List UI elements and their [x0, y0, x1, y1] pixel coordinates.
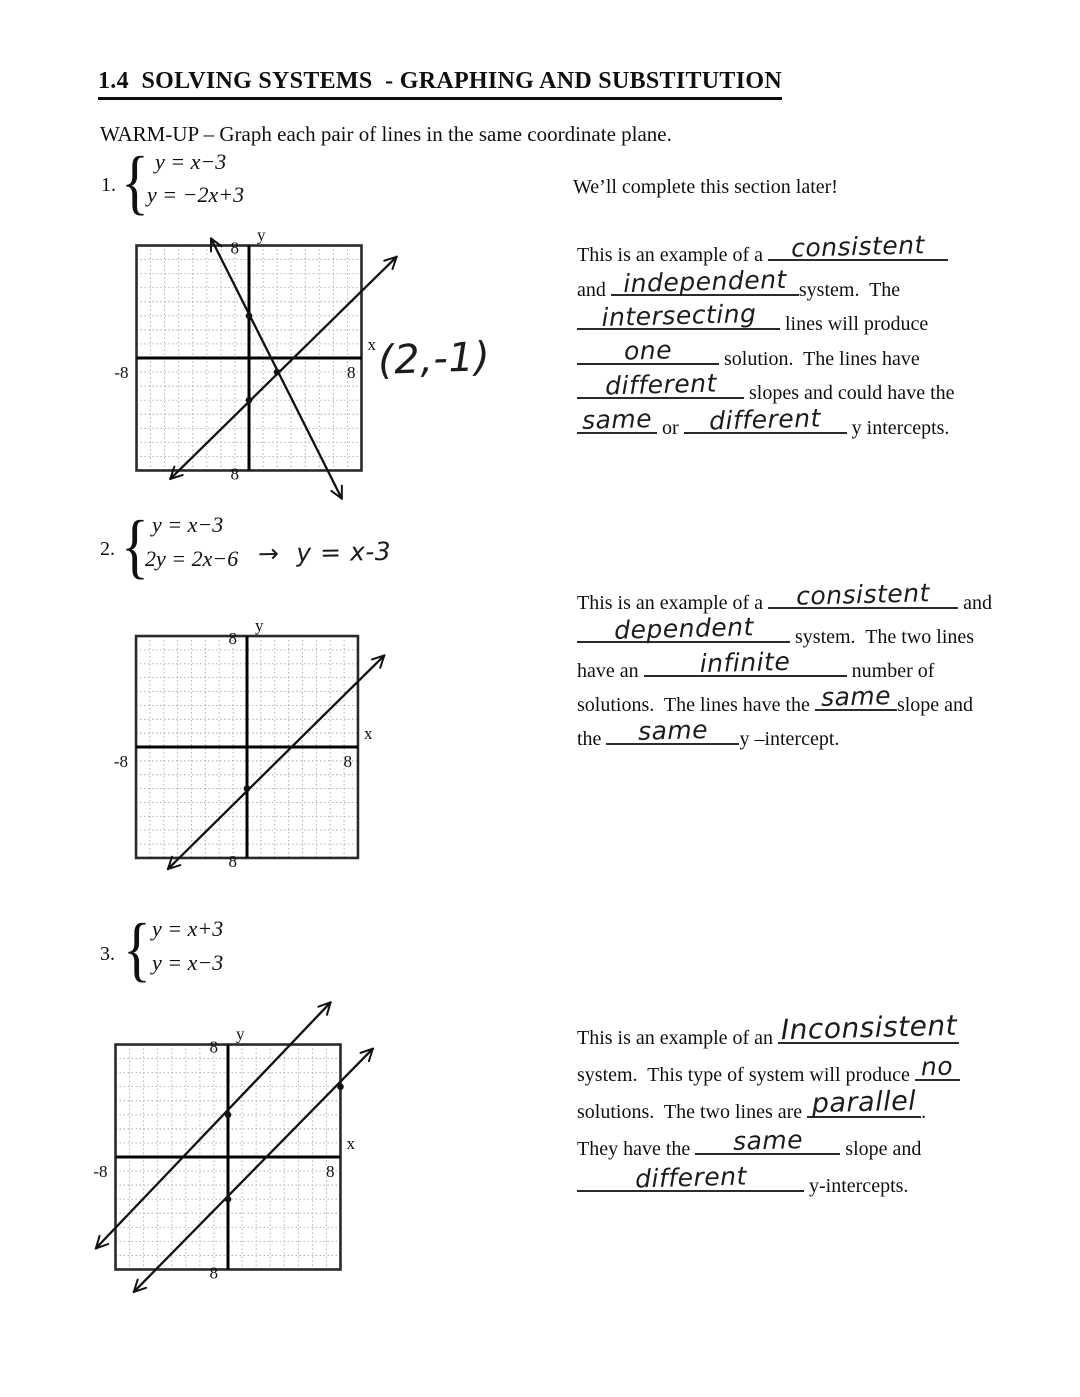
handwritten-answer: no — [920, 1051, 954, 1082]
point-dot — [225, 1196, 232, 1203]
fill-in-line — [577, 403, 1057, 446]
handwritten-answer: different — [709, 403, 822, 435]
problem-3-number: 3. — [100, 943, 115, 965]
printed-text: or — [657, 416, 684, 439]
printed-text: solutions. The lines have the — [577, 694, 815, 716]
axis-label: 8 — [228, 629, 237, 649]
axis-label: x — [346, 1134, 355, 1153]
answer-blank — [577, 612, 790, 645]
fill-in-line — [577, 1161, 1072, 1205]
answer-blank — [644, 646, 847, 679]
printed-text: and — [958, 592, 992, 614]
answer-blank — [915, 1051, 960, 1082]
point-dot — [246, 313, 253, 320]
printed-text: have an — [577, 660, 644, 682]
axis-label: y — [255, 616, 264, 636]
axis-label: x — [367, 335, 376, 354]
graph-line — [211, 238, 342, 498]
answer-blank — [768, 230, 948, 263]
answer-blank — [807, 1085, 921, 1120]
handwritten-answer: same — [732, 1125, 804, 1156]
axis-label: 8 — [228, 851, 237, 871]
system-brace-3: { — [123, 908, 151, 990]
graph-2 — [85, 615, 465, 887]
axis-label: x — [363, 724, 373, 743]
answer-blank — [684, 403, 847, 435]
axis-label: 8 — [325, 1162, 335, 1181]
fill-in-line — [577, 1125, 1072, 1168]
handwritten-answer: one — [623, 334, 673, 366]
answer-blank — [577, 334, 719, 366]
answer-blank — [577, 298, 780, 333]
printed-text: lines will produce — [780, 313, 929, 335]
handwritten-answer: consistent — [795, 578, 931, 611]
fill-in-paragraph-3 — [577, 1008, 1072, 1205]
handwritten-answer: infinite — [699, 646, 791, 679]
answer-blank — [606, 715, 739, 746]
problem-1-equation-2: y = −2x+3 — [147, 182, 245, 207]
printed-text: This is an example of a — [577, 592, 769, 614]
printed-text: slope and — [840, 1138, 922, 1160]
axis-label: 8 — [346, 363, 356, 382]
system-brace-1: { — [121, 141, 149, 223]
fill-in-line — [577, 1008, 1072, 1057]
problem-2-equation-1: y = x−3 — [152, 512, 224, 537]
answer-blank — [577, 368, 744, 401]
handwritten-answer: same — [637, 715, 709, 746]
printed-text: number of — [846, 660, 935, 682]
handwritten-answer: dependent — [613, 612, 754, 645]
graph-3 — [65, 985, 465, 1315]
answer-blank — [577, 1161, 804, 1194]
point-dot — [246, 397, 253, 404]
fill-in-line — [577, 612, 1067, 654]
answer-blank — [611, 264, 799, 298]
problem-3-equation-2: y = x−3 — [152, 950, 224, 975]
printed-text: slopes and could have the — [744, 382, 955, 404]
handwritten-answer: same — [820, 681, 892, 712]
point-dot — [225, 1112, 232, 1119]
fill-in-paragraph-2 — [577, 578, 1067, 756]
answer-blank — [577, 403, 657, 435]
axis-label: 8 — [209, 1037, 218, 1057]
printed-text: They have the — [577, 1138, 696, 1160]
printed-text: and — [577, 278, 611, 301]
fill-in-line — [577, 715, 1067, 756]
handwritten-answer: same — [581, 403, 653, 435]
problem-3-equation-1: y = x+3 — [152, 916, 224, 941]
handwritten-answer: independent — [622, 264, 788, 298]
page-title: 1.4 SOLVING SYSTEMS - GRAPHING AND SUBSTITUTION — [98, 68, 782, 100]
problem-2-annotation-handwritten: → y = x-3 — [257, 536, 392, 569]
handwritten-answer: intersecting — [600, 298, 757, 333]
printed-text: solutions. The two lines are — [577, 1101, 808, 1123]
system-brace-2: { — [121, 505, 149, 587]
printed-text: y intercepts. — [846, 416, 950, 439]
handwritten-answer: different — [604, 368, 717, 401]
fill-in-paragraph-1 — [577, 230, 1057, 445]
axis-label: y — [257, 225, 266, 245]
printed-text: This is an example of an — [577, 1027, 779, 1049]
note-text: We’ll complete this section later! — [573, 176, 838, 198]
printed-text: solution. The lines have — [719, 347, 920, 370]
axis-label: 8 — [230, 238, 239, 258]
answer-blank — [778, 1008, 959, 1047]
axis-label: y — [236, 1024, 245, 1044]
handwritten-answer: different — [634, 1161, 747, 1194]
printed-text: This is an example of a — [577, 244, 769, 266]
axis-label: -8 — [114, 363, 129, 382]
problem-2-number: 2. — [100, 538, 115, 560]
point-dot — [274, 369, 281, 376]
problem-1-equation-1: y = x−3 — [155, 149, 227, 174]
printed-text: . — [921, 1101, 927, 1123]
fill-in-line — [577, 230, 1057, 273]
point-dot — [337, 1083, 344, 1090]
warmup-instruction: WARM-UP – Graph each pair of lines in the same coordinate plane. — [100, 122, 672, 146]
answer-blank — [768, 578, 958, 611]
handwritten-answer: consistent — [790, 230, 926, 263]
handwritten-answer: parallel — [811, 1085, 917, 1120]
solution-point-handwritten: (2,-1) — [377, 334, 492, 384]
printed-text: the — [577, 728, 607, 750]
problem-2-equation-2: 2y = 2x−6 — [145, 546, 239, 571]
handwritten-answer: Inconsistent — [780, 1008, 958, 1047]
printed-text: y –intercept. — [739, 728, 840, 750]
axis-label: -8 — [113, 752, 129, 771]
printed-text: slope and — [896, 694, 974, 716]
axis-label: -8 — [93, 1162, 108, 1181]
printed-text: system. The — [798, 278, 901, 301]
fill-in-line — [577, 1085, 1072, 1131]
axis-label: 8 — [343, 752, 352, 771]
point-dot — [244, 785, 251, 792]
printed-text: system. The two lines — [790, 626, 975, 648]
printed-text: y-intercepts. — [804, 1175, 909, 1197]
axis-label: 8 — [230, 464, 239, 484]
problem-1-number: 1. — [101, 174, 116, 196]
axis-label: 8 — [209, 1263, 218, 1283]
answer-blank — [695, 1125, 840, 1156]
printed-text: system. This type of system will produce — [577, 1064, 915, 1086]
answer-blank — [815, 681, 897, 712]
